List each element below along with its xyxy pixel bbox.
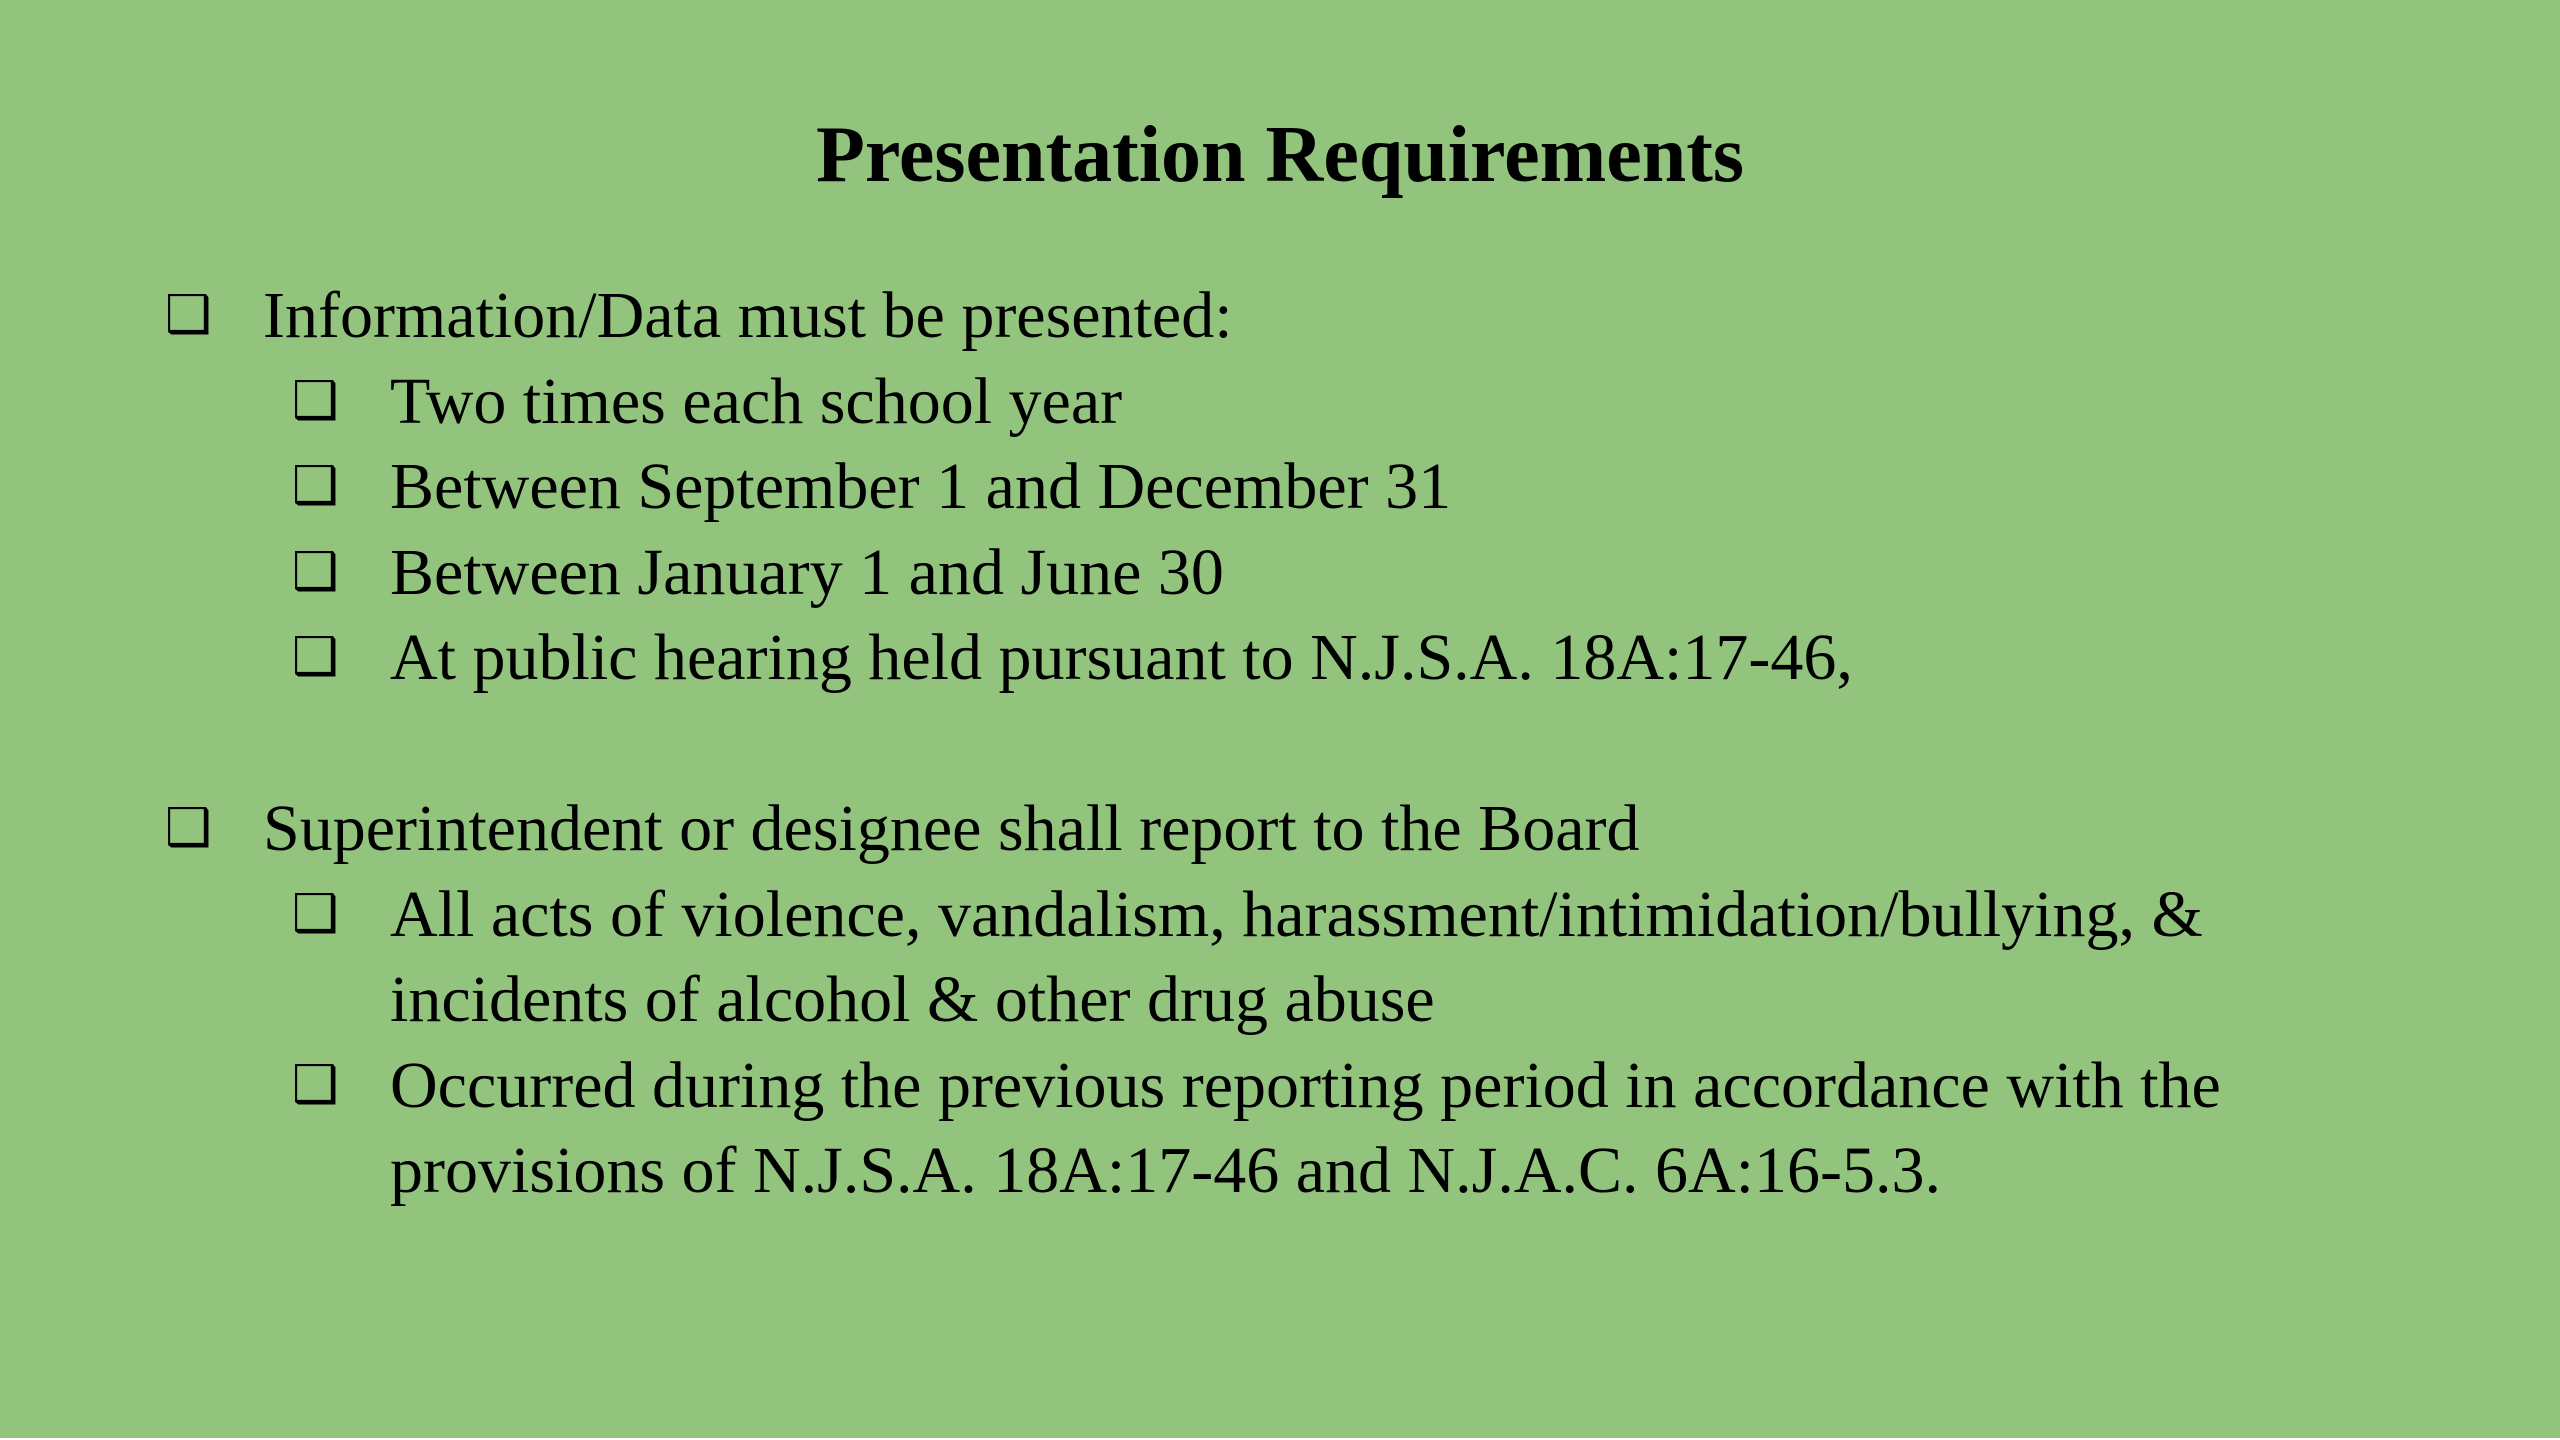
checkbox-bullet-icon: ❑ (165, 798, 212, 858)
list-item-text: Information/Data must be presented: (263, 279, 1233, 352)
checkbox-bullet-icon: ❑ (292, 370, 339, 431)
checkbox-bullet-icon: ❑ (292, 541, 339, 602)
list-item (165, 615, 2445, 701)
checkbox-bullet-icon: ❑ (292, 1054, 339, 1115)
list-item-text: Occurred during the previous reporting period in accordance with the provisions of N.J.S.A. 18A:17-46 and N.J.A.C. 6A:16-5.3. (390, 1048, 2221, 1207)
list-item (165, 1043, 2445, 1214)
checkbox-bullet-icon: ❑ (292, 883, 339, 944)
checkbox-bullet-icon: ❑ (292, 456, 339, 516)
list-item-text: Two times each school year (390, 364, 1123, 438)
list-item-text: At public hearing held pursuant to N.J.S.A. 18A:17-46, (390, 621, 1853, 694)
list-item-text: All acts of violence, vandalism, harassment/intimidation/bullying, & incidents of alcohol & other drug abuse (390, 877, 2203, 1036)
checkbox-bullet-icon: ❑ (165, 285, 212, 345)
list-item-text: Between January 1 and June 30 (390, 535, 1224, 609)
checkbox-bullet-icon: ❑ (292, 627, 339, 687)
list-item-text: Between September 1 and December 31 (390, 450, 1452, 523)
list-item (165, 273, 2445, 359)
list-item (165, 444, 2445, 530)
list-item (165, 530, 2445, 616)
slide-title: Presentation Requirements (815, 111, 1745, 199)
list-item-text: Superintendent or designee shall report to the Board (263, 792, 1640, 865)
section-spacer (165, 701, 2445, 787)
list-item (165, 872, 2445, 1043)
bullet-list (165, 273, 2445, 1214)
list-item (165, 359, 2445, 445)
list-item (165, 786, 2445, 872)
